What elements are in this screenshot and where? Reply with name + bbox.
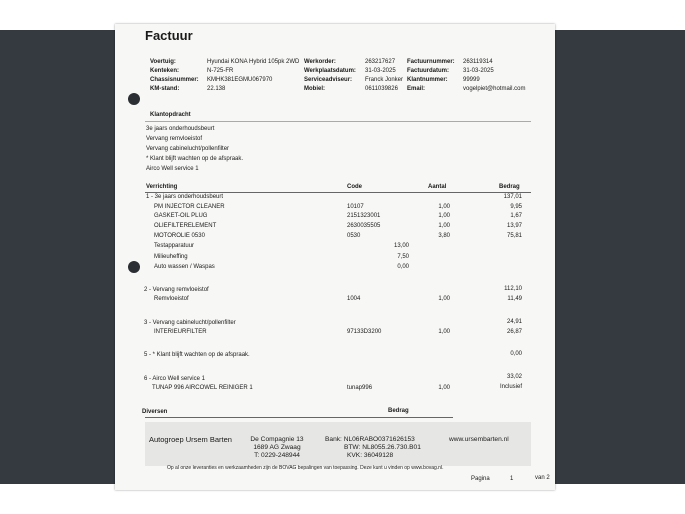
line-code: 97133D3200 [347,329,382,335]
line-desc: INTERIEURFILTER [154,329,207,335]
line-desc: PM INJECTOR CLEANER [154,204,225,210]
serviceadviseur-label: Serviceadviseur: [304,77,353,83]
chassis-label: Chassisnummer: [150,77,199,83]
line-amount: 11,49 [507,296,522,302]
km-value: 22.138 [207,86,226,92]
line-desc: Testapparatuur [154,243,195,249]
company-btw: BTW: NL8055.26.730.B01 [344,444,421,451]
diversen-label: Diversen [142,409,168,415]
line-amount: 9,95 [510,204,522,210]
line-subamount: 0,00 [397,264,409,270]
line-code: tunap996 [347,385,373,391]
mobiel-label: Mobiel: [304,86,325,92]
line-amount: Inclusief [499,384,522,390]
line-desc: OLIEFILTERELEMENT [154,223,217,229]
voertuig-value: Hyundai KONA Hybrid 105pk 2WD [207,59,300,65]
line-desc: 3 - Vervang cabinelucht/pollenfilter [144,320,236,326]
line-amount: 26,87 [506,329,522,335]
line-amount: 112,10 [504,286,522,292]
line-qty: 1,00 [438,385,450,391]
mobiel-value: 0611039826 [365,86,398,92]
line-amount: 1,67 [510,213,522,219]
line-desc: Remvloeistof [154,296,189,302]
line-amount: 33,02 [506,374,522,380]
diversen-divider [145,417,453,418]
factuurnummer-label: Factuurnummer: [407,59,455,65]
line-desc: 1 - 3e jaars onderhoudsbeurt [146,194,224,200]
company-postcode: 1689 AG Zwaag [253,444,301,451]
line-desc: MOTOROLIE 0530 [154,233,205,239]
company-phone: T: 0229-248944 [254,452,300,459]
line-desc: TUNAP 996 AIRCOWEL REINIGER 1 [152,385,253,391]
factuurdatum-value: 31-03-2025 [463,68,494,74]
line-qty: 1,00 [438,329,450,335]
punch-hole [128,93,140,105]
line-code: 2630035505 [347,223,381,229]
line-code: 0530 [347,233,361,239]
col-header-verrichting: Verrichting [146,184,178,190]
line-amount: 0,00 [510,351,522,357]
line-qty: 1,00 [438,296,450,302]
klantnummer-label: Klantnummer: [407,77,448,83]
line-qty: 1,00 [438,213,450,219]
company-footer [145,422,531,466]
line-amount: 13,97 [506,223,522,229]
factuurdatum-label: Factuurdatum: [407,68,449,74]
klantopdracht-line: Vervang remvloeistof [146,136,203,142]
line-code: 10107 [347,204,364,210]
col-header-code: Code [347,184,362,190]
line-subamount: 13,00 [393,243,409,249]
page-number: 1 [510,476,514,482]
werkplaatsdatum-value: 31-03-2025 [365,68,396,74]
line-desc: 6 - Airco Well service 1 [144,376,205,382]
invoice-title: Factuur [145,28,193,43]
line-amount: 75,81 [506,233,522,239]
page-label: Pagina [471,476,490,482]
km-label: KM-stand: [150,86,180,92]
line-code: 1004 [347,296,361,302]
kenteken-value: N-725-FR [207,68,234,74]
factuurnummer-value: 263119314 [463,59,493,65]
line-qty: 1,00 [438,204,450,210]
company-name: Autogroep Ursem Barten [149,435,232,444]
klantopdracht-line: * Klant blijft wachten op de afspraak. [146,156,244,162]
diversen-bedrag-label: Bedrag [388,408,409,414]
company-website[interactable]: www.ursembarten.nl [449,436,509,443]
serviceadviseur-value: Franck Jonker [365,77,404,83]
klantnummer-value: 99999 [463,77,480,83]
klantopdracht-line: 3e jaars onderhoudsbeurt [146,126,215,132]
email-value: vogelpiet@hotmail.com [463,86,526,92]
kenteken-label: Kenteken: [150,68,180,74]
bovag-disclaimer: Op al onze leveranties en werkzaamheden zijn de BOVAG bepalingen van toepassing. Deze kunt u vinden op www.bovag.nl. [167,465,444,471]
email-label: Email: [407,86,426,92]
line-code: 2151323001 [347,213,381,219]
line-qty: 1,00 [438,223,450,229]
line-desc: Auto wassen / Waspas [154,264,215,270]
col-header-bedrag: Bedrag [499,184,520,190]
werkplaatsdatum-label: Werkplaatsdatum: [304,68,356,74]
company-kvk: KVK: 36049128 [347,452,394,459]
line-desc: 2 - Vervang remvloeistof [144,287,209,293]
company-bank: Bank: NL06RABO0371626153 [325,436,415,443]
werkorder-value: 263217627 [365,59,396,65]
klantopdracht-line: Airco Well service 1 [146,166,199,172]
line-amount: 24,91 [506,319,522,325]
line-desc: 5 - * Klant blijft wachten op de afspraak. [144,352,250,358]
chassis-value: KMHK381EGMU067970 [207,77,273,83]
divider [145,121,531,122]
col-header-aantal: Aantal [428,184,447,190]
klantopdracht-heading: Klantopdracht [150,112,191,118]
klantopdracht-line: Vervang cabinelucht/pollenfilter [146,146,230,152]
line-subamount: 7,50 [397,254,409,260]
line-desc: GASKET-OIL PLUG [154,213,208,219]
voertuig-label: Voertuig: [150,59,176,65]
punch-hole [128,261,140,273]
invoice-sheet [115,24,555,490]
line-qty: 3,80 [438,233,450,239]
header-divider [145,192,531,193]
line-desc: Milieuheffing [154,254,188,260]
page-total: van 2 [535,475,550,481]
company-address: De Compagnie 13 [250,436,304,443]
line-amount: 137,01 [503,194,522,200]
werkorder-label: Werkorder: [304,59,336,65]
